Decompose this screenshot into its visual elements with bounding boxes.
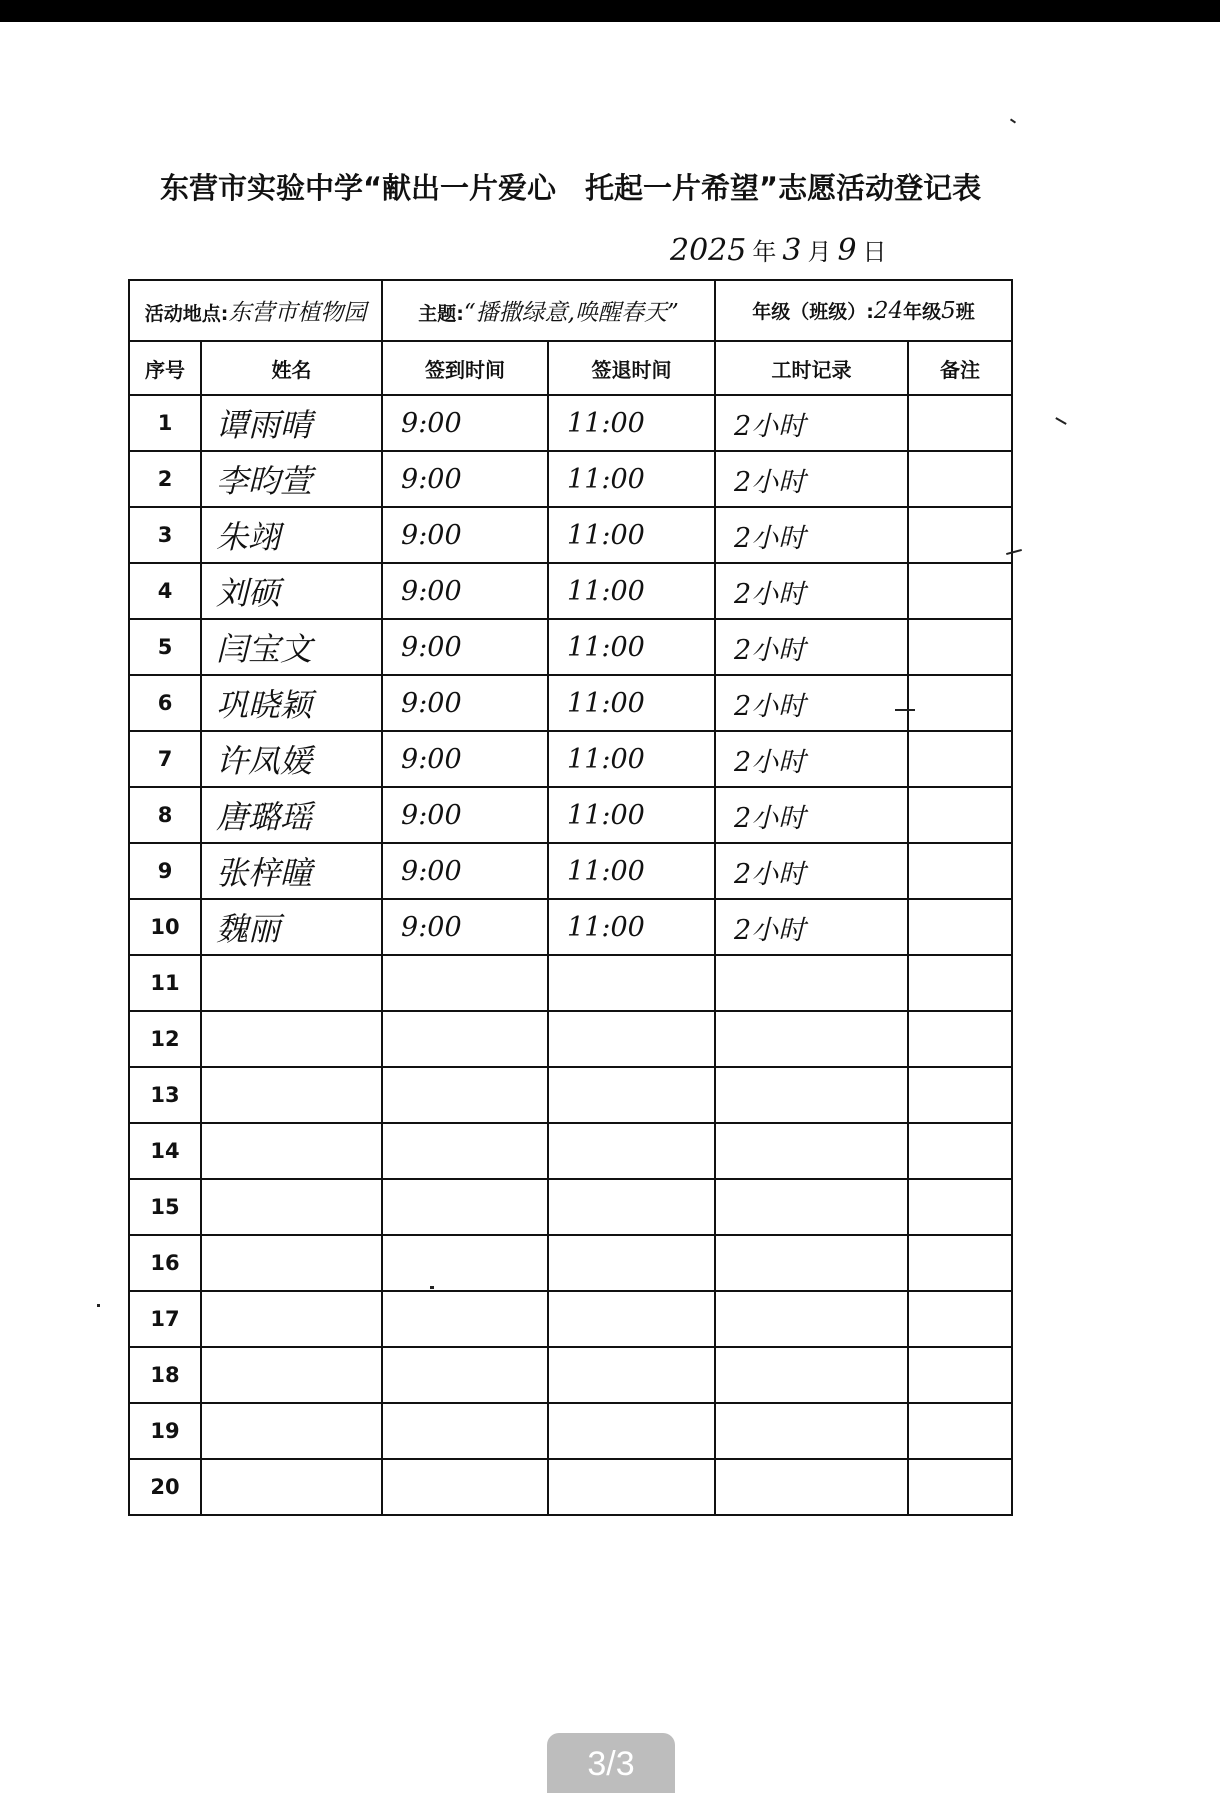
form-title: 东营市实验中学“献出一片爱心 托起一片希望”志愿活动登记表 bbox=[160, 171, 982, 205]
row-checkin bbox=[382, 1067, 548, 1123]
row-remarks bbox=[908, 563, 1012, 619]
row-remarks bbox=[908, 1459, 1012, 1515]
form-date bbox=[670, 232, 893, 268]
info-row bbox=[129, 280, 1012, 341]
row-checkin bbox=[382, 1403, 548, 1459]
date-year: 2025 bbox=[670, 233, 747, 268]
row-index: 3 bbox=[129, 507, 201, 563]
row-remarks bbox=[908, 395, 1012, 451]
row-hours: 2小时 bbox=[715, 843, 908, 899]
row-index: 13 bbox=[129, 1067, 201, 1123]
row-name: 许凤媛 bbox=[201, 731, 382, 787]
row-hours: 2小时 bbox=[715, 563, 908, 619]
row-checkin: 9:00 bbox=[382, 395, 548, 451]
table-row bbox=[129, 395, 1012, 451]
header-hours: 工时记录 bbox=[715, 341, 908, 395]
row-name bbox=[201, 1459, 382, 1515]
row-index: 4 bbox=[129, 563, 201, 619]
row-name: 巩晓颖 bbox=[201, 675, 382, 731]
scan-mark bbox=[97, 1304, 100, 1307]
row-checkout bbox=[548, 1459, 715, 1515]
table-row bbox=[129, 619, 1012, 675]
date-day: 9 bbox=[837, 233, 857, 268]
row-hours bbox=[715, 1347, 908, 1403]
row-checkin bbox=[382, 1291, 548, 1347]
table-row bbox=[129, 1459, 1012, 1515]
date-month-label: 月 bbox=[807, 238, 832, 266]
row-checkin bbox=[382, 1011, 548, 1067]
table-body bbox=[129, 395, 1012, 1515]
row-checkin bbox=[382, 1123, 548, 1179]
row-checkout: 11:00 bbox=[548, 451, 715, 507]
row-checkout: 11:00 bbox=[548, 843, 715, 899]
header-checkin: 签到时间 bbox=[382, 341, 548, 395]
location-label: 活动地点: bbox=[144, 303, 229, 325]
header-checkout: 签退时间 bbox=[548, 341, 715, 395]
theme-value: “播撒绿意,唤醒春天” bbox=[463, 300, 679, 326]
table-row bbox=[129, 955, 1012, 1011]
row-name bbox=[201, 1067, 382, 1123]
row-index: 5 bbox=[129, 619, 201, 675]
row-index: 12 bbox=[129, 1011, 201, 1067]
row-checkout bbox=[548, 1067, 715, 1123]
row-index: 1 bbox=[129, 395, 201, 451]
row-checkout: 11:00 bbox=[548, 619, 715, 675]
row-remarks bbox=[908, 1235, 1012, 1291]
row-index: 10 bbox=[129, 899, 201, 955]
location-cell bbox=[129, 280, 382, 341]
row-name: 闫宝文 bbox=[201, 619, 382, 675]
row-checkout: 11:00 bbox=[548, 395, 715, 451]
row-checkout: 11:00 bbox=[548, 563, 715, 619]
table-row bbox=[129, 731, 1012, 787]
row-index: 19 bbox=[129, 1403, 201, 1459]
row-checkin: 9:00 bbox=[382, 731, 548, 787]
row-name bbox=[201, 1403, 382, 1459]
row-name: 刘硕 bbox=[201, 563, 382, 619]
row-hours bbox=[715, 1291, 908, 1347]
row-name: 魏丽 bbox=[201, 899, 382, 955]
page-indicator: 3/3 bbox=[547, 1733, 675, 1793]
row-hours bbox=[715, 1123, 908, 1179]
theme-cell bbox=[382, 280, 715, 341]
header-index: 序号 bbox=[129, 341, 201, 395]
row-hours: 2小时 bbox=[715, 675, 908, 731]
row-remarks bbox=[908, 619, 1012, 675]
header-name: 姓名 bbox=[201, 341, 382, 395]
row-checkout: 11:00 bbox=[548, 731, 715, 787]
location-value: 东营市植物园 bbox=[228, 300, 367, 326]
row-index: 8 bbox=[129, 787, 201, 843]
row-name bbox=[201, 1179, 382, 1235]
class-value: 5 bbox=[941, 298, 956, 324]
row-remarks bbox=[908, 1291, 1012, 1347]
grade-cell bbox=[715, 280, 1012, 341]
row-index: 15 bbox=[129, 1179, 201, 1235]
table-row bbox=[129, 1123, 1012, 1179]
table-row bbox=[129, 1235, 1012, 1291]
row-index: 11 bbox=[129, 955, 201, 1011]
row-checkout: 11:00 bbox=[548, 787, 715, 843]
status-bar bbox=[0, 0, 1220, 22]
row-hours bbox=[715, 1459, 908, 1515]
row-name bbox=[201, 955, 382, 1011]
row-checkout bbox=[548, 1179, 715, 1235]
row-remarks bbox=[908, 1123, 1012, 1179]
table-row bbox=[129, 1403, 1012, 1459]
table-row bbox=[129, 1291, 1012, 1347]
row-hours: 2小时 bbox=[715, 899, 908, 955]
row-hours bbox=[715, 955, 908, 1011]
table-row bbox=[129, 843, 1012, 899]
date-day-label: 日 bbox=[862, 238, 887, 266]
scan-mark bbox=[430, 1286, 434, 1289]
table-row bbox=[129, 507, 1012, 563]
row-checkin: 9:00 bbox=[382, 507, 548, 563]
row-hours bbox=[715, 1011, 908, 1067]
row-remarks bbox=[908, 507, 1012, 563]
row-hours: 2小时 bbox=[715, 507, 908, 563]
row-checkin: 9:00 bbox=[382, 619, 548, 675]
row-name bbox=[201, 1291, 382, 1347]
row-remarks bbox=[908, 1403, 1012, 1459]
row-name: 李昀萱 bbox=[201, 451, 382, 507]
date-month: 3 bbox=[782, 233, 802, 268]
row-hours: 2小时 bbox=[715, 395, 908, 451]
row-name: 谭雨晴 bbox=[201, 395, 382, 451]
row-remarks bbox=[908, 1179, 1012, 1235]
row-index: 18 bbox=[129, 1347, 201, 1403]
row-remarks bbox=[908, 675, 1012, 731]
registration-table bbox=[128, 279, 1013, 1516]
row-hours bbox=[715, 1067, 908, 1123]
row-index: 14 bbox=[129, 1123, 201, 1179]
row-name: 朱翊 bbox=[201, 507, 382, 563]
row-hours: 2小时 bbox=[715, 619, 908, 675]
date-year-label: 年 bbox=[752, 238, 777, 266]
row-index: 17 bbox=[129, 1291, 201, 1347]
row-hours: 2小时 bbox=[715, 731, 908, 787]
row-checkin bbox=[382, 1347, 548, 1403]
table-row bbox=[129, 451, 1012, 507]
class-label: 班 bbox=[955, 301, 975, 323]
scan-mark bbox=[895, 709, 915, 711]
row-hours: 2小时 bbox=[715, 451, 908, 507]
row-name: 张梓瞳 bbox=[201, 843, 382, 899]
row-checkout bbox=[548, 1291, 715, 1347]
table-row bbox=[129, 1011, 1012, 1067]
row-name bbox=[201, 1347, 382, 1403]
row-index: 6 bbox=[129, 675, 201, 731]
row-remarks bbox=[908, 1067, 1012, 1123]
row-remarks bbox=[908, 843, 1012, 899]
table-row bbox=[129, 675, 1012, 731]
scan-mark bbox=[1010, 118, 1016, 123]
row-checkout bbox=[548, 1123, 715, 1179]
table-row bbox=[129, 1067, 1012, 1123]
row-checkin bbox=[382, 955, 548, 1011]
row-remarks bbox=[908, 899, 1012, 955]
row-checkout: 11:00 bbox=[548, 899, 715, 955]
row-checkin: 9:00 bbox=[382, 675, 548, 731]
row-name bbox=[201, 1011, 382, 1067]
row-remarks bbox=[908, 731, 1012, 787]
row-checkout bbox=[548, 955, 715, 1011]
table-row bbox=[129, 1179, 1012, 1235]
table-row bbox=[129, 787, 1012, 843]
row-checkin bbox=[382, 1179, 548, 1235]
row-remarks bbox=[908, 1011, 1012, 1067]
grade-value: 24 bbox=[873, 298, 904, 324]
row-checkout: 11:00 bbox=[548, 507, 715, 563]
scan-mark bbox=[1055, 417, 1066, 425]
row-checkout bbox=[548, 1011, 715, 1067]
table-row bbox=[129, 1347, 1012, 1403]
header-row bbox=[129, 341, 1012, 395]
row-checkin: 9:00 bbox=[382, 899, 548, 955]
row-index: 9 bbox=[129, 843, 201, 899]
row-name bbox=[201, 1123, 382, 1179]
row-hours bbox=[715, 1179, 908, 1235]
grade-label: 年级（班级）: bbox=[752, 301, 874, 323]
row-name: 唐璐瑶 bbox=[201, 787, 382, 843]
row-checkout bbox=[548, 1235, 715, 1291]
row-checkin bbox=[382, 1235, 548, 1291]
row-hours bbox=[715, 1403, 908, 1459]
row-index: 16 bbox=[129, 1235, 201, 1291]
row-hours: 2小时 bbox=[715, 787, 908, 843]
row-checkout bbox=[548, 1403, 715, 1459]
row-name bbox=[201, 1235, 382, 1291]
row-remarks bbox=[908, 451, 1012, 507]
row-remarks bbox=[908, 787, 1012, 843]
row-checkin: 9:00 bbox=[382, 563, 548, 619]
row-remarks bbox=[908, 955, 1012, 1011]
row-index: 2 bbox=[129, 451, 201, 507]
grade-mid-label: 年级 bbox=[903, 301, 942, 323]
row-checkin: 9:00 bbox=[382, 451, 548, 507]
row-checkout: 11:00 bbox=[548, 675, 715, 731]
row-hours bbox=[715, 1235, 908, 1291]
row-checkout bbox=[548, 1347, 715, 1403]
row-checkin bbox=[382, 1459, 548, 1515]
row-index: 7 bbox=[129, 731, 201, 787]
row-index: 20 bbox=[129, 1459, 201, 1515]
row-checkin: 9:00 bbox=[382, 787, 548, 843]
table-row bbox=[129, 563, 1012, 619]
row-remarks bbox=[908, 1347, 1012, 1403]
row-checkin: 9:00 bbox=[382, 843, 548, 899]
header-remarks: 备注 bbox=[908, 341, 1012, 395]
theme-label: 主题: bbox=[418, 303, 464, 325]
table-row bbox=[129, 899, 1012, 955]
